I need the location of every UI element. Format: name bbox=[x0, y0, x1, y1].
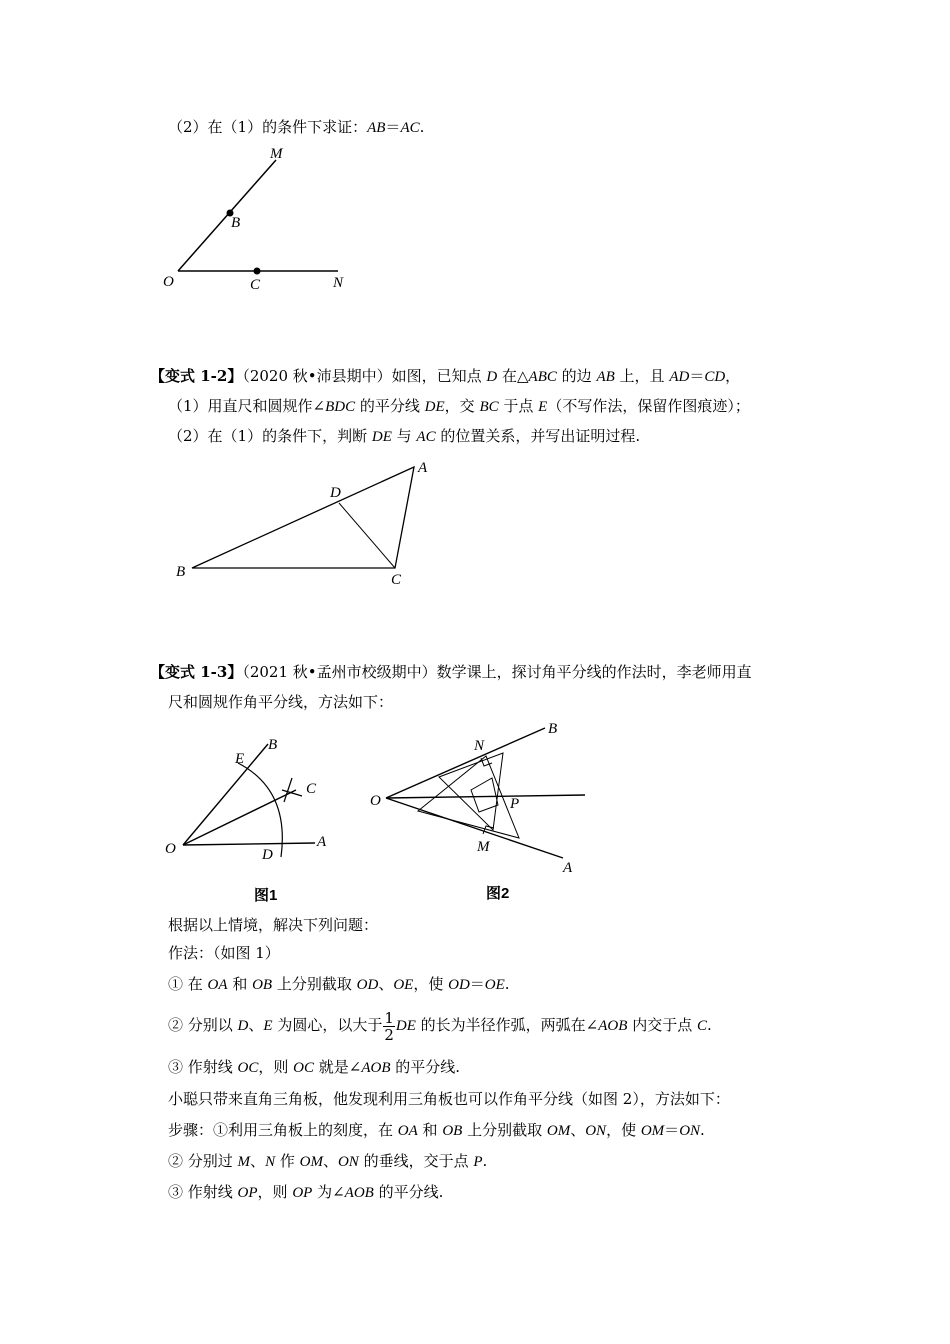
label-m: M bbox=[270, 146, 283, 162]
v13-line2: 尺和圆规作角平分线，方法如下： bbox=[168, 693, 394, 711]
v12-line2: （1）用直尺和圆规作∠BDC 的平分线 DE，交 BC 于点 E（不写作法，保留作图痕迹）； bbox=[168, 397, 750, 415]
label-c: C bbox=[250, 277, 261, 293]
v13-step2: ② 分别以 D、E 为圆心，以大于 $\frac{1}{2}$ DE 的长为半径作弧，两弧在∠AOB 内交于点 C. bbox=[168, 1008, 712, 1044]
label-a: A bbox=[418, 460, 428, 476]
fig2-caption: 图2 bbox=[486, 885, 510, 902]
v12-line3: （2）在（1）的条件下，判断 DE 与 AC 的位置关系，并写出证明过程. bbox=[168, 427, 641, 445]
v13-line1: 【变式 1-3】（2021 秋•孟州市校级期中）数学课上，探讨角平分线的作法时，李老师用直 bbox=[150, 663, 752, 681]
label-b: B bbox=[176, 564, 186, 580]
v12-line1: 【变式 1-2】（2020 秋•沛县期中）如图，已知点 D 在△ABC 的边 AB 上，且 AD＝CD， bbox=[150, 367, 741, 385]
fig1-caption: 图1 bbox=[254, 887, 278, 904]
label-a: A bbox=[563, 860, 573, 876]
v13-text3: 小聪只带来直角三角板，他发现利用三角板也可以作角平分线（如图 2），方法如下： bbox=[168, 1090, 730, 1108]
v13-text2: 作法：（如图 1） bbox=[168, 944, 280, 962]
label-o: O bbox=[163, 274, 174, 290]
label-d: D bbox=[262, 847, 273, 863]
label-p: P bbox=[510, 796, 520, 812]
v13-s3: ③ 作射线 OP，则 OP 为∠AOB 的平分线. bbox=[168, 1183, 444, 1201]
p1-line2: （2）在（1）的条件下求证：AB＝AC. bbox=[168, 118, 425, 136]
label-m: M bbox=[477, 839, 490, 855]
label-b: B bbox=[231, 215, 241, 231]
label-b: B bbox=[548, 721, 558, 737]
v13-text1: 根据以上情境，解决下列问题： bbox=[168, 916, 379, 934]
v13-step3: ③ 作射线 OC，则 OC 就是∠AOB 的平分线. bbox=[168, 1058, 461, 1076]
label-d: D bbox=[330, 485, 341, 501]
label-a: A bbox=[317, 834, 327, 850]
label-e: E bbox=[235, 751, 245, 767]
label-c: C bbox=[391, 572, 402, 588]
label-n: N bbox=[333, 275, 344, 291]
label-b: B bbox=[268, 737, 278, 753]
label-o: O bbox=[370, 793, 381, 809]
v13-step1: ① 在 OA 和 OB 上分别截取 OD、OE，使 OD＝OE. bbox=[168, 975, 510, 993]
label-c: C bbox=[306, 781, 317, 797]
label-o: O bbox=[165, 841, 176, 857]
v13-s2: ② 分别过 M、N 作 OM、ON 的垂线，交于点 P. bbox=[168, 1152, 488, 1170]
v13-s1: 步骤：①利用三角板上的刻度，在 OA 和 OB 上分别截取 OM、ON，使 OM＝ON. bbox=[168, 1121, 705, 1139]
label-n: N bbox=[474, 738, 485, 754]
fraction-one-half: $\frac{1}{2}$ bbox=[384, 1008, 394, 1044]
